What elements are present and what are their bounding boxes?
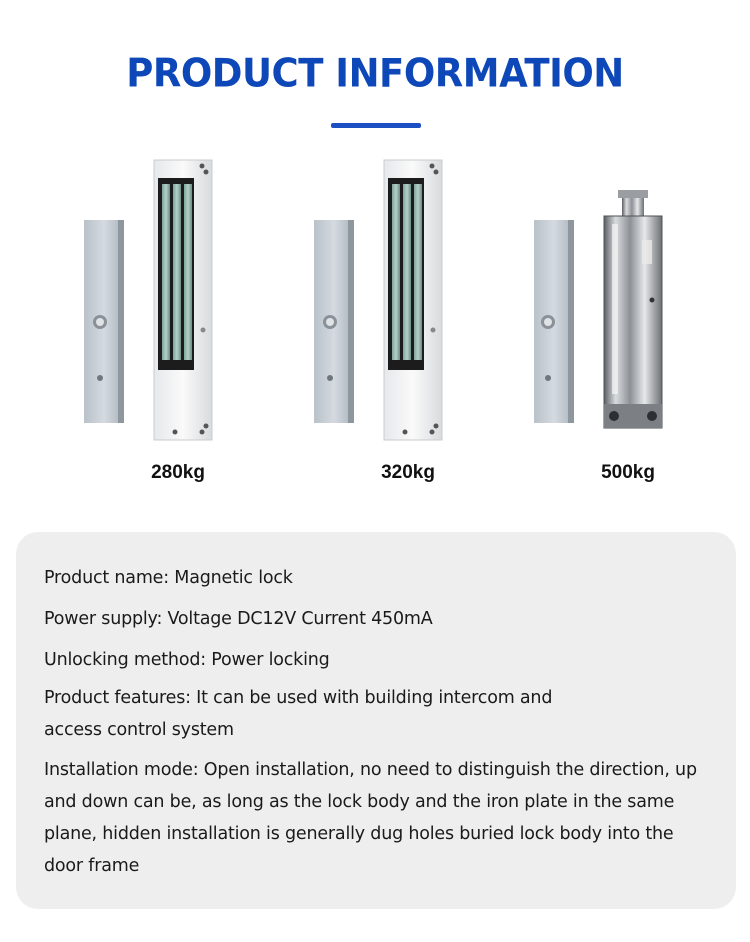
product-label-280kg: 280kg: [151, 462, 205, 483]
product-label-500kg: 500kg: [601, 462, 655, 483]
lock-body: [604, 190, 662, 428]
armature-plate: [314, 220, 354, 423]
spec-installation-line-4: door frame: [44, 856, 140, 876]
spec-installation-line-1: Installation mode: Open installation, no need to distinguish the direction, up: [44, 760, 697, 780]
spec-installation-line-2: and down can be, as long as the lock body and the iron plate in the same: [44, 792, 675, 812]
spec-power-supply: Power supply: Voltage DC12V Current 450mA: [44, 609, 433, 629]
spec-features-line-2: access control system: [44, 720, 234, 740]
lock-body: [384, 160, 442, 440]
spec-unlocking-method: Unlocking method: Power locking: [44, 650, 330, 670]
lock-body: [154, 160, 212, 440]
armature-plate: [84, 220, 124, 423]
product-label-320kg: 320kg: [381, 462, 435, 483]
product-280kg: [78, 150, 278, 490]
magnetic-lock-280kg-image: [78, 150, 278, 450]
magnetic-lock-500kg-image: [528, 150, 728, 450]
page-title: PRODUCT INFORMATION: [126, 50, 624, 97]
spec-installation-line-3: plane, hidden installation is generally dug holes buried lock body into the: [44, 824, 674, 844]
product-320kg: [308, 150, 508, 490]
spec-features-line-1: Product features: It can be used with building intercom and: [44, 688, 553, 708]
title-underline: [331, 123, 421, 128]
product-500kg: [528, 150, 728, 490]
magnetic-lock-320kg-image: [308, 150, 508, 450]
spec-product-name: Product name: Magnetic lock: [44, 568, 293, 588]
armature-plate: [534, 220, 574, 423]
